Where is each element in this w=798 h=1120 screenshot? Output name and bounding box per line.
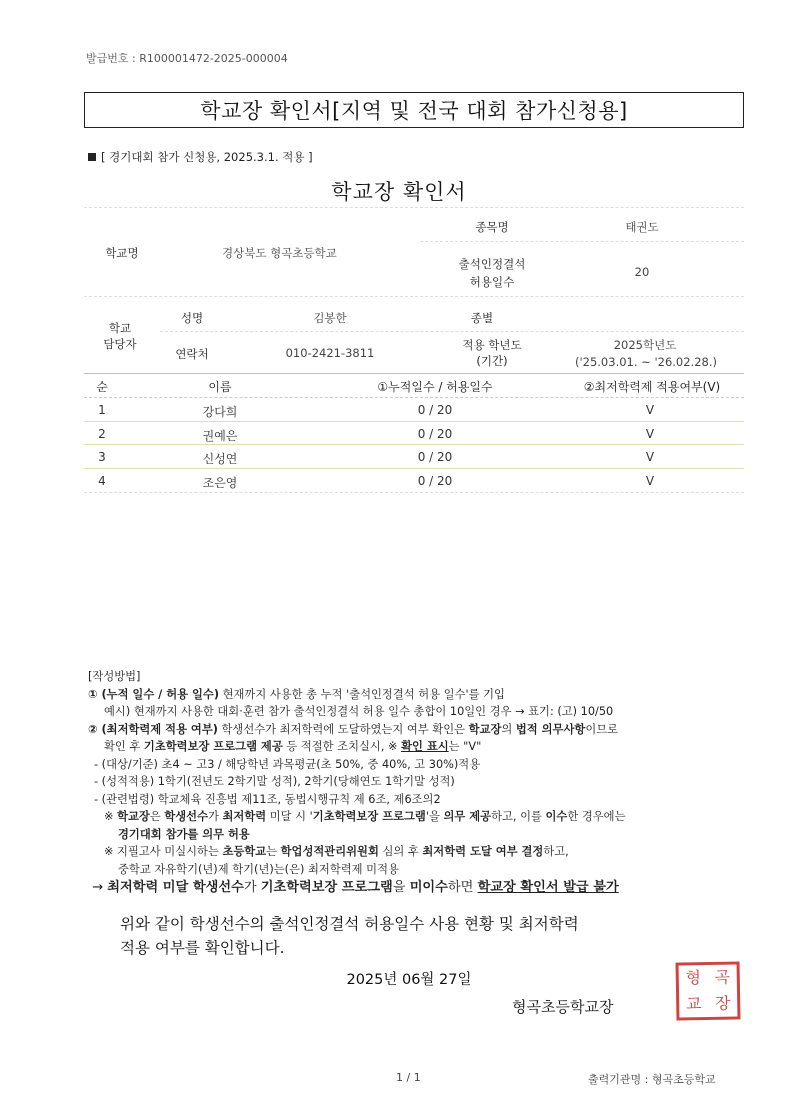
issuing-institution: 출력기관명 : 형곡초등학교 — [588, 1073, 716, 1086]
allowed-days-label-2: 허용일수 — [469, 275, 515, 289]
col-header-applied: ②최저학력제 적용여부(V) — [583, 380, 721, 394]
confirmation-statement — [120, 912, 579, 960]
event-label: 종목명 — [475, 220, 509, 234]
method-emphasis: 학업성적관리위원회 — [280, 845, 379, 858]
school-label: 학교명 — [105, 246, 139, 260]
square-bullet-icon — [88, 153, 96, 161]
table-cell-applied: V — [645, 403, 655, 417]
table-cell-applied: V — [645, 427, 655, 441]
method-text: 하고, — [543, 845, 569, 858]
col-header-days: ①누적일수 / 허용일수 — [377, 380, 493, 394]
method-line: 예시) 현재까지 사용한 대회·훈련 참가 출석인정결석 허용 일수 총합이 10일인 경우 → 표기: (고) 10/50 — [104, 705, 614, 718]
table-cell-days: 0 / 20 — [417, 427, 453, 441]
method-emphasis: 미이수 — [409, 880, 448, 895]
method-emphasis: 최저학력 — [222, 810, 267, 823]
method-line — [88, 843, 738, 861]
method-emphasis: 기초학력보장 프로그램 제공 — [143, 740, 283, 753]
method-text: 는 "V" — [448, 740, 482, 753]
method-emphasis: 학교장 — [468, 722, 502, 736]
method-emphasis: 확인 표시 — [401, 740, 449, 753]
method-text: 은 — [149, 810, 165, 823]
method-line: - (성적적용) 1학기(전년도 2학기말 성적), 2학기(당해연도 1학기말 성적) — [94, 775, 455, 788]
method-text: 한 경우에는 — [567, 810, 626, 823]
col-header-name: 이름 — [208, 380, 232, 394]
manager-label-2: 담당자 — [103, 337, 137, 351]
method-emphasis: 학생선수 — [164, 810, 208, 823]
method-title: [작성방법] — [88, 670, 141, 683]
name-label: 성명 — [180, 311, 204, 325]
method-emphasis: 기초학력보장 프로그램 — [260, 880, 393, 895]
usage-notice-text: [ 경기대회 참가 신청용, 2025.3.1. 적용 ] — [101, 150, 313, 164]
method-term: ① (누적 일수 / 허용 일수) — [88, 687, 219, 701]
method-emphasis: 학교장 확인서 발급 불가 — [477, 880, 619, 895]
writing-method — [88, 668, 738, 898]
method-line — [88, 738, 738, 756]
table-cell-days: 0 / 20 — [417, 450, 453, 464]
kind-label: 종별 — [470, 311, 494, 325]
table-cell-name: 신성연 — [202, 452, 238, 466]
method-text: 확인 후 — [104, 740, 144, 753]
allowed-days-label-1: 출석인정결석 — [458, 257, 526, 271]
method-text: 을 — [392, 880, 410, 895]
issue-number: 발급번호 : R100001472-2025-000004 — [86, 52, 288, 65]
year-label-1: 적용 학년도 — [462, 338, 522, 352]
info-divider — [160, 331, 744, 332]
method-line: 경기대회 참가를 의무 허용 — [118, 827, 250, 841]
issue-date: 2025년 06월 27일 — [346, 972, 472, 988]
method-text: 학생선수가 최저학력에 도달하였는지 여부 확인은 — [217, 722, 469, 736]
method-text: 심의 후 — [378, 845, 423, 858]
year-value-1: 2025학년도 — [613, 338, 677, 352]
page-heading: 학교장 확인서 — [331, 180, 467, 204]
method-text: 는 — [266, 845, 281, 858]
method-line: 중학교 자유학기(년)제 학기(년)는(은) 최저학력제 미적용 — [118, 862, 399, 876]
method-line: - (대상/기준) 초4 ~ 고3 / 해당학년 과목평균(초 50%, 중 40%, 고 30%)적용 — [94, 757, 481, 771]
table-cell-name: 조은영 — [202, 476, 238, 490]
method-emphasis: 이수 — [545, 810, 568, 823]
method-conclusion — [88, 878, 738, 898]
table-header-line — [84, 397, 744, 398]
seal-char: 곡 — [714, 967, 731, 987]
table-cell-applied: V — [645, 474, 655, 488]
method-text: 하고, 이를 — [491, 810, 546, 823]
info-divider — [420, 241, 744, 242]
method-text: 미달 시 ' — [266, 810, 313, 823]
method-text: 의 — [501, 722, 516, 736]
method-emphasis: 최저학력 도달 여부 결정 — [422, 845, 544, 858]
method-line: - (관련법령) 학교체육 진흥법 제11조, 동법시행규칙 제 6조, 제6조의2 — [94, 792, 441, 806]
seal-char: 교 — [685, 994, 702, 1014]
official-seal — [675, 961, 740, 1020]
usage-notice — [88, 149, 313, 165]
page-indicator: 1 / 1 — [396, 1071, 421, 1084]
table-cell-no: 3 — [98, 450, 106, 464]
table-cell-name: 권예은 — [202, 429, 238, 443]
info-divider — [84, 296, 744, 297]
manager-label-1: 학교 — [108, 321, 132, 335]
method-text: 가 — [207, 810, 223, 823]
method-emphasis: 기초학력보장 프로그램 — [312, 810, 426, 823]
method-line — [88, 686, 738, 704]
year-label-2: (기간) — [476, 354, 508, 368]
event-value: 태권도 — [625, 220, 659, 234]
table-cell-no: 1 — [98, 403, 106, 417]
method-text: 하면 — [447, 880, 478, 895]
info-divider — [84, 207, 744, 208]
method-text: 등 적절한 조치실시, ※ — [282, 740, 402, 753]
allowed-days-value: 20 — [634, 265, 650, 279]
table-cell-days: 0 / 20 — [417, 474, 453, 488]
contact-label: 연락처 — [175, 347, 209, 361]
table-row-line — [84, 421, 744, 422]
method-text: ※ — [104, 810, 118, 823]
method-term: ② (최저학력제 적용 여부) — [88, 722, 218, 736]
table-cell-name: 강다희 — [202, 405, 238, 419]
table-cell-no: 2 — [98, 427, 106, 441]
table-top-line — [84, 373, 744, 374]
school-value: 경상북도 형곡초등학교 — [222, 246, 337, 260]
method-text: 가 — [243, 880, 261, 895]
principal-title: 형곡초등학교장 — [512, 998, 614, 1016]
seal-char: 형 — [685, 968, 702, 988]
method-text: ※ 지필고사 미실시하는 — [104, 845, 223, 858]
table-bottom-line — [84, 492, 744, 493]
seal-char: 장 — [714, 993, 731, 1013]
arrow-icon: → — [92, 880, 108, 895]
confirmation-line-1: 위와 같이 학생선수의 출석인정결석 허용일수 사용 현황 및 최저학력 — [120, 915, 579, 933]
table-row-line — [84, 444, 744, 445]
contact-value: 010-2421-3811 — [285, 346, 375, 360]
table-cell-days: 0 / 20 — [417, 403, 453, 417]
table-row-line — [84, 468, 744, 469]
method-emphasis: 학교장 — [117, 810, 150, 823]
method-line — [88, 808, 738, 826]
table-cell-no: 4 — [98, 474, 106, 488]
year-value-2: ('25.03.01. ~ '26.02.28.) — [575, 355, 717, 369]
method-emphasis: 초등학교 — [222, 845, 267, 858]
method-emphasis: 의무 제공 — [443, 810, 492, 823]
document-title: 학교장 확인서[지역 및 전국 대회 참가신청용] — [84, 92, 744, 128]
table-cell-applied: V — [645, 450, 655, 464]
method-line — [88, 721, 738, 739]
name-value: 김봉한 — [313, 311, 347, 325]
method-emphasis: 법적 의무사항 — [515, 722, 586, 736]
method-text: 이므로 — [585, 722, 619, 736]
method-text: 현재까지 사용한 총 누적 '출석인정결석 허용 일수'를 기입 — [219, 687, 505, 701]
confirmation-line-2: 적용 여부를 확인합니다. — [120, 939, 285, 957]
method-text: '을 — [425, 810, 444, 823]
col-header-no: 순 — [96, 380, 108, 394]
method-emphasis: 최저학력 미달 학생선수 — [107, 880, 244, 895]
